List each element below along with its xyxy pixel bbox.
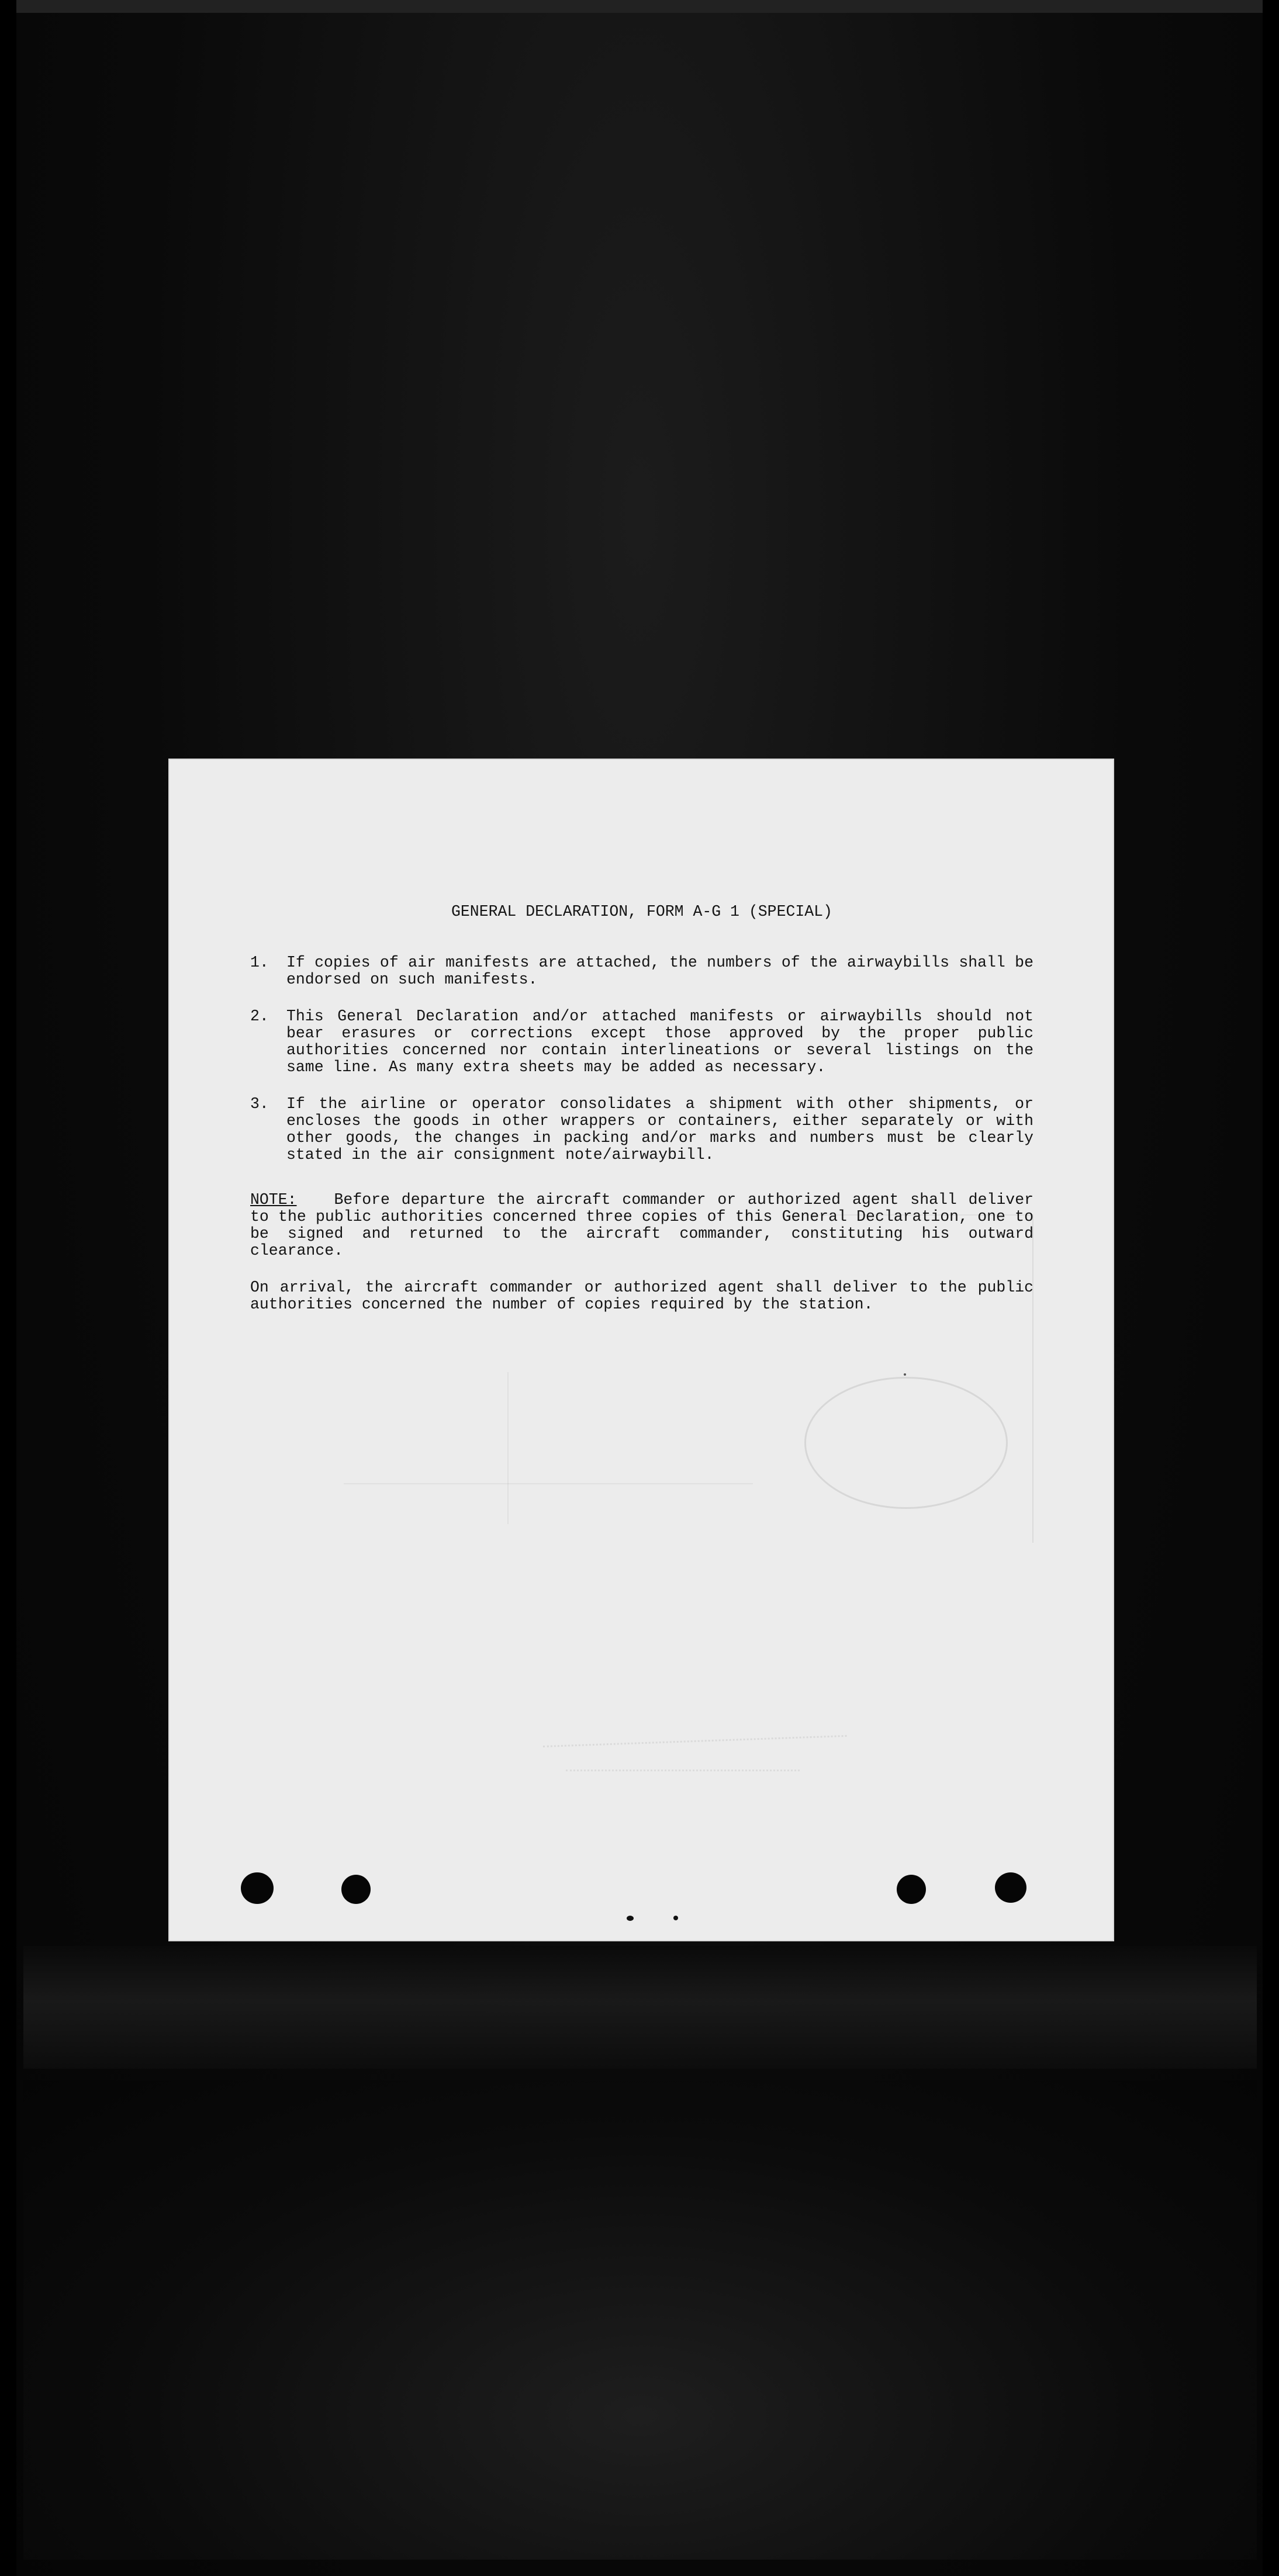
note-paragraph [250,1192,1033,1259]
reverse-side-bleed-handwriting [542,1712,846,1747]
lower-film-area [23,2080,1257,2560]
item-number: 3. [250,1095,269,1113]
note-text: Before departure the aircraft commander or authorized agent shall deliver to the public authorities concerned three copies of this General Declaration, one to be signed and returned to the aircraft commander, constituting his outward clearance. [250,1191,1033,1259]
film-edge-top [0,0,1279,13]
item-text: If the airline or operator consolidates a shipment with other shipments, or encloses the goods in other wrappers or containers, either separately or with other goods, the changes in packing and/or marks and numbers must be clearly stated in the air consignment note/airwaybill. [286,1095,1033,1164]
item-number: 1. [250,954,269,971]
bleed-through-band [23,1946,1257,2069]
scan-speck [673,1916,678,1920]
item-text: If copies of air manifests are attached, the numbers of the airwaybills shall be endorsed on such manifests. [286,954,1033,988]
reverse-side-bleed-stamp [804,1377,1008,1509]
item-text: This General Declaration and/or attached manifests or airwaybills should not bear erasures or corrections except those approved by the proper public authorities concerned nor contain interlineations or several listings on the same line. As many extra sheets may be added as necessary. [286,1007,1033,1076]
scan-speck [904,1373,906,1376]
item-number: 2. [250,1007,269,1025]
arrival-paragraph: On arrival, the aircraft commander or authorized agent shall deliver to the public authorities concerned the number of copies required by the station. [250,1279,1033,1313]
instruction-item-3 [250,1096,1033,1164]
reverse-side-bleed-handwriting [566,1752,800,1771]
punch-hole [341,1875,371,1904]
note-label: NOTE: [250,1191,297,1209]
document-title: GENERAL DECLARATION, FORM A-G 1 (SPECIAL) [451,903,832,920]
reverse-side-bleed-line [344,1483,753,1484]
instruction-item-2 [250,1008,1033,1076]
document-page [168,759,1114,1941]
instruction-item-1 [250,954,1033,988]
film-edge-right [1263,0,1279,2576]
scan-speck [627,1916,634,1921]
document-body [250,903,1033,1329]
punch-hole [897,1875,926,1904]
punch-hole [241,1872,274,1904]
punch-hole [995,1872,1026,1903]
film-edge-left [0,0,16,2576]
reverse-side-bleed-rule [507,1372,509,1524]
